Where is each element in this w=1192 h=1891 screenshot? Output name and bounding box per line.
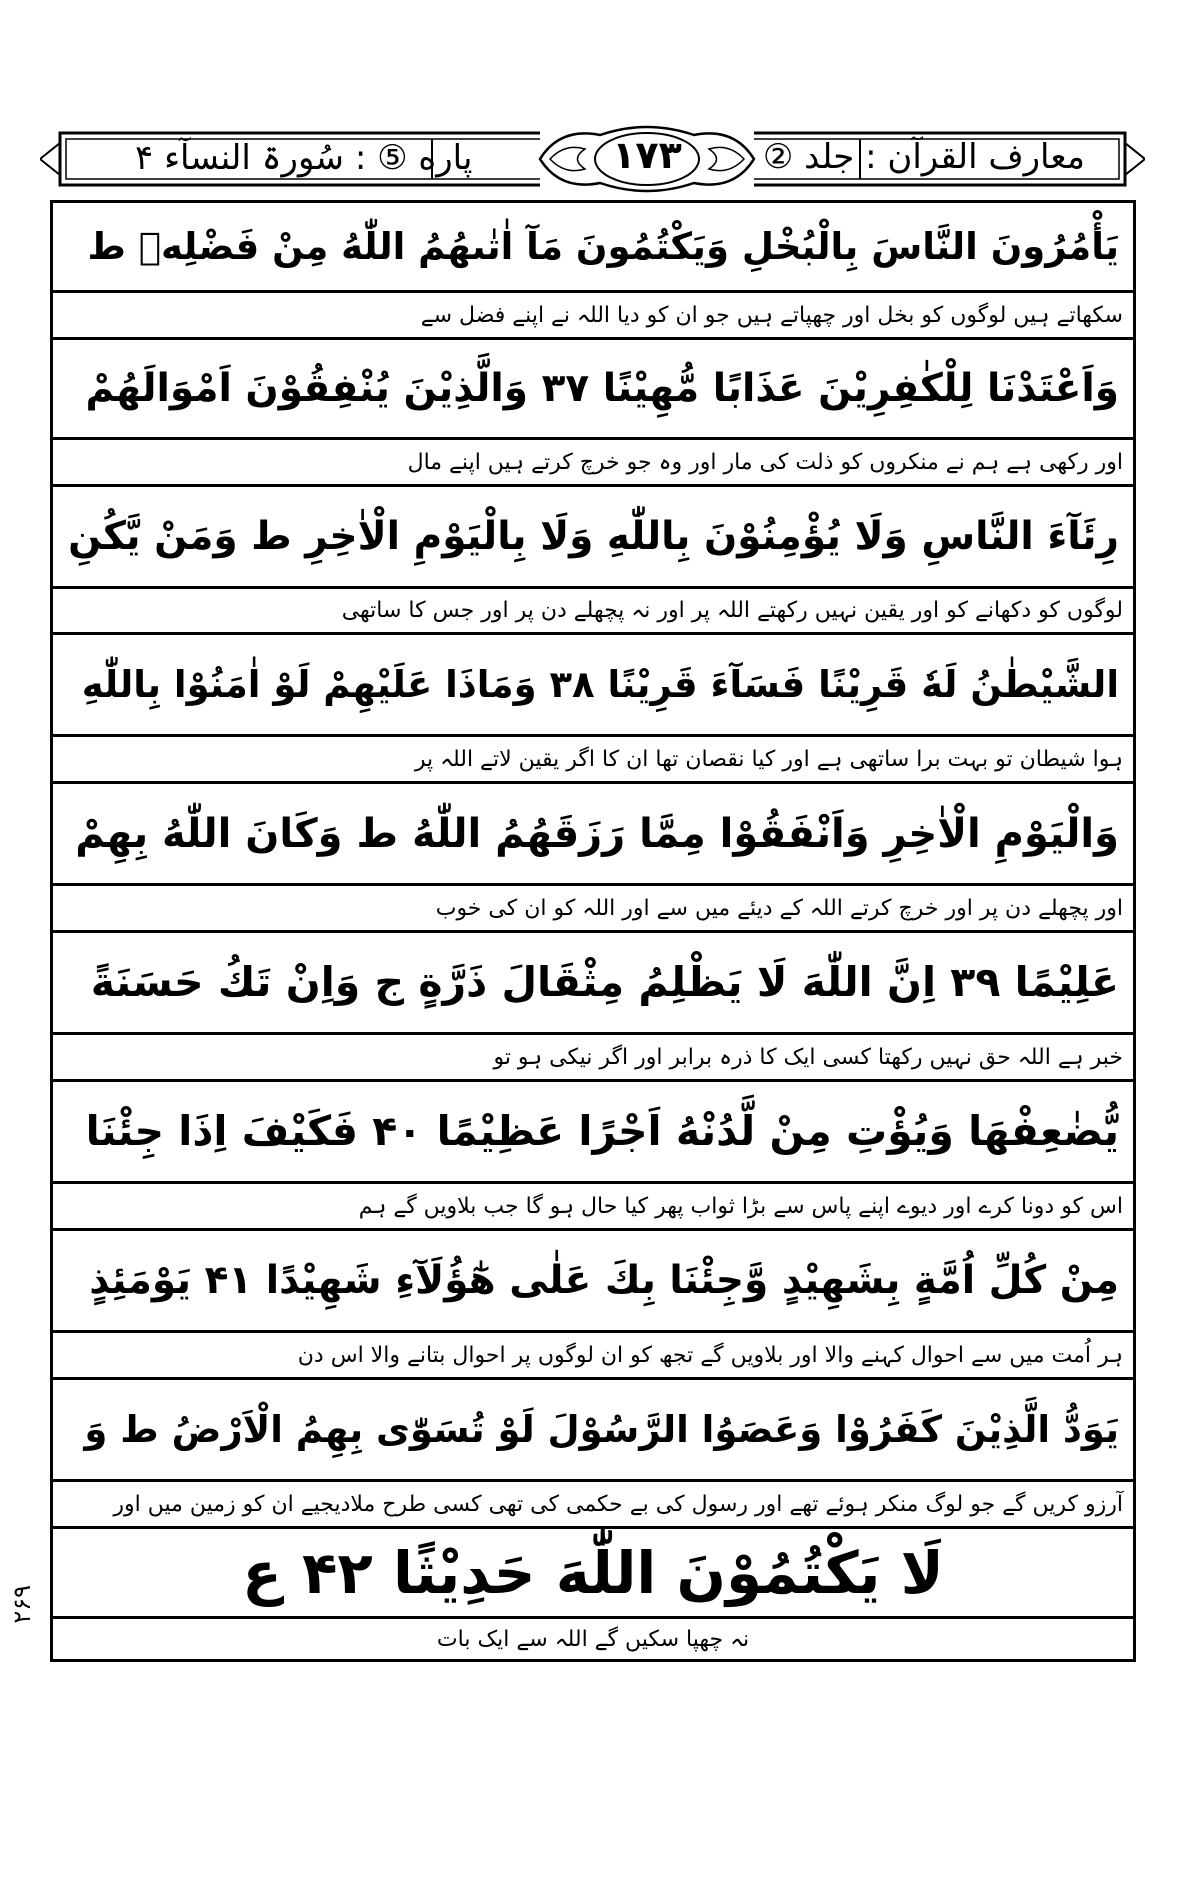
urdu-translation-line (53, 589, 1133, 635)
arabic-line (53, 340, 1133, 440)
arabic-text: لَا يَكْتُمُوْنَ اللّٰهَ حَدِيْثًا ۴۲ ع (242, 1538, 944, 1607)
arabic-line (53, 1231, 1133, 1333)
urdu-text: ہوا شیطان تو بہت برا ساتھی ہے اور کیا نقصان تھا ان کا اگر یقین لاتے اللہ پر (414, 746, 1123, 772)
urdu-translation-line (53, 440, 1133, 487)
book-title: معارف القرآن : جلد ② (762, 137, 1085, 177)
margin-page-number: ۲۶۹ (8, 1585, 36, 1624)
arabic-text: يَوَدُّ الَّذِيْنَ كَفَرُوْا وَعَصَوُا الرَّسُوْلَ لَوْ تُسَوّٰى بِهِمُ الْاَرْضُ ط وَ (84, 1408, 1119, 1451)
arabic-line (53, 487, 1133, 589)
arabic-text: وَالْيَوْمِ الْاٰخِرِ وَاَنْفَقُوْا مِمَّا رَزَقَهُمُ اللّٰهُ ط وَكَانَ اللّٰهُ بِهِمْ (75, 810, 1119, 857)
urdu-text: خبر ہے اللہ حق نہیں رکھتا کسی ایک کا ذرہ برابر اور اگر نیکی ہو تو (493, 1044, 1123, 1070)
arabic-text: مِنْ كُلِّ اُمَّةٍ بِشَهِيْدٍ وَّجِئْنَا بِكَ عَلٰى هٰٓؤُلَآءِ شَهِيْدًا ۴۱ يَوْمَئِذٍ (89, 1258, 1119, 1303)
page-number: ۱۷۳ (612, 133, 682, 177)
urdu-translation-line (53, 1482, 1133, 1529)
arabic-text: يُّضٰعِفْهَا وَيُؤْتِ مِنْ لَّدُنْهُ اَجْرًا عَظِيْمًا ۴۰ فَكَيْفَ اِذَا جِئْنَا (85, 1107, 1119, 1155)
urdu-text: ہر اُمت میں سے احوال کہنے والا اور بلاویں گے تجھ کو ان لوگوں پر احوال بتانے والا اس دن (297, 1342, 1123, 1368)
urdu-translation-line (53, 1184, 1133, 1231)
urdu-text: اس کو دونا کرے اور دیوے اپنے پاس سے بڑا ثواب پھر کیا حال ہو گا جب بلاویں گے ہم (358, 1193, 1123, 1219)
urdu-text: لوگوں کو دکھانے کو اور یقین نہیں رکھتے اللہ پر اور نہ پچھلے دن پر اور جس کا ساتھی (341, 598, 1123, 623)
arabic-text: عَلِيْمًا ۳۹ اِنَّ اللّٰهَ لَا يَظْلِمُ مِثْقَالَ ذَرَّةٍ ج وَاِنْ تَكُ حَسَنَةً (90, 958, 1119, 1006)
page-header (40, 125, 1145, 195)
urdu-translation-line (53, 1619, 1133, 1659)
arabic-line (53, 784, 1133, 886)
arabic-line (53, 1529, 1133, 1619)
arabic-line (53, 635, 1133, 737)
arabic-line (53, 203, 1133, 293)
urdu-text: آرزو کریں گے جو لوگ منکر ہوئے تھے اور رسول کی بے حکمی کی تھی کسی طرح ملادیجیے ان کو زمین میں اور (113, 1491, 1123, 1517)
arabic-text: وَاَعْتَدْنَا لِلْكٰفِرِيْنَ عَذَابًا مُّهِيْنًا ۳۷ وَالَّذِيْنَ يُنْفِقُوْنَ اَمْوَالَهُمْ (85, 366, 1119, 411)
urdu-translation-line (53, 1035, 1133, 1082)
arabic-text: رِئَآءَ النَّاسِ وَلَا يُؤْمِنُوْنَ بِاللّٰهِ وَلَا بِالْيَوْمِ الْاٰخِرِ ط وَمَنْ يَّكُنِ (68, 514, 1119, 559)
arabic-line (53, 1082, 1133, 1184)
arabic-text: يَأْمُرُونَ النَّاسَ بِالْبُخْلِ وَيَكْتُمُونَ مَآ اٰتٰىهُمُ اللّٰهُ مِنْ فَضْلِهٖ ط (87, 225, 1119, 268)
urdu-text: سکھاتے ہیں لوگوں کو بخل اور چھپاتے ہیں جو ان کو دیا اللہ نے اپنے فضل سے (420, 302, 1123, 328)
urdu-translation-line (53, 886, 1133, 933)
arabic-text: الشَّيْطٰنُ لَهٗ قَرِيْنًا فَسَآءَ قَرِيْنًا ۳۸ وَمَاذَا عَلَيْهِمْ لَوْ اٰمَنُوْا بِاللّٰهِ (81, 663, 1119, 706)
urdu-translation-line (53, 1333, 1133, 1380)
para-surah-label: پاره ⑤ : سُورۃ النسآء ۴ (135, 138, 473, 178)
urdu-translation-line (53, 737, 1133, 784)
urdu-text: اور رکھی ہے ہم نے منکروں کو ذلت کی مار اور وہ جو خرچ کرتے ہیں اپنے مال (407, 449, 1123, 475)
urdu-text: نہ چھپا سکیں گے اللہ سے ایک بات (436, 1626, 750, 1652)
arabic-line (53, 1380, 1133, 1482)
urdu-text: اور پچھلے دن پر اور خرچ کرتے اللہ کے دیئے میں سے اور اللہ کو ان کی خوب (435, 895, 1123, 921)
arabic-line (53, 933, 1133, 1035)
urdu-translation-line (53, 293, 1133, 340)
text-frame (50, 200, 1136, 1662)
